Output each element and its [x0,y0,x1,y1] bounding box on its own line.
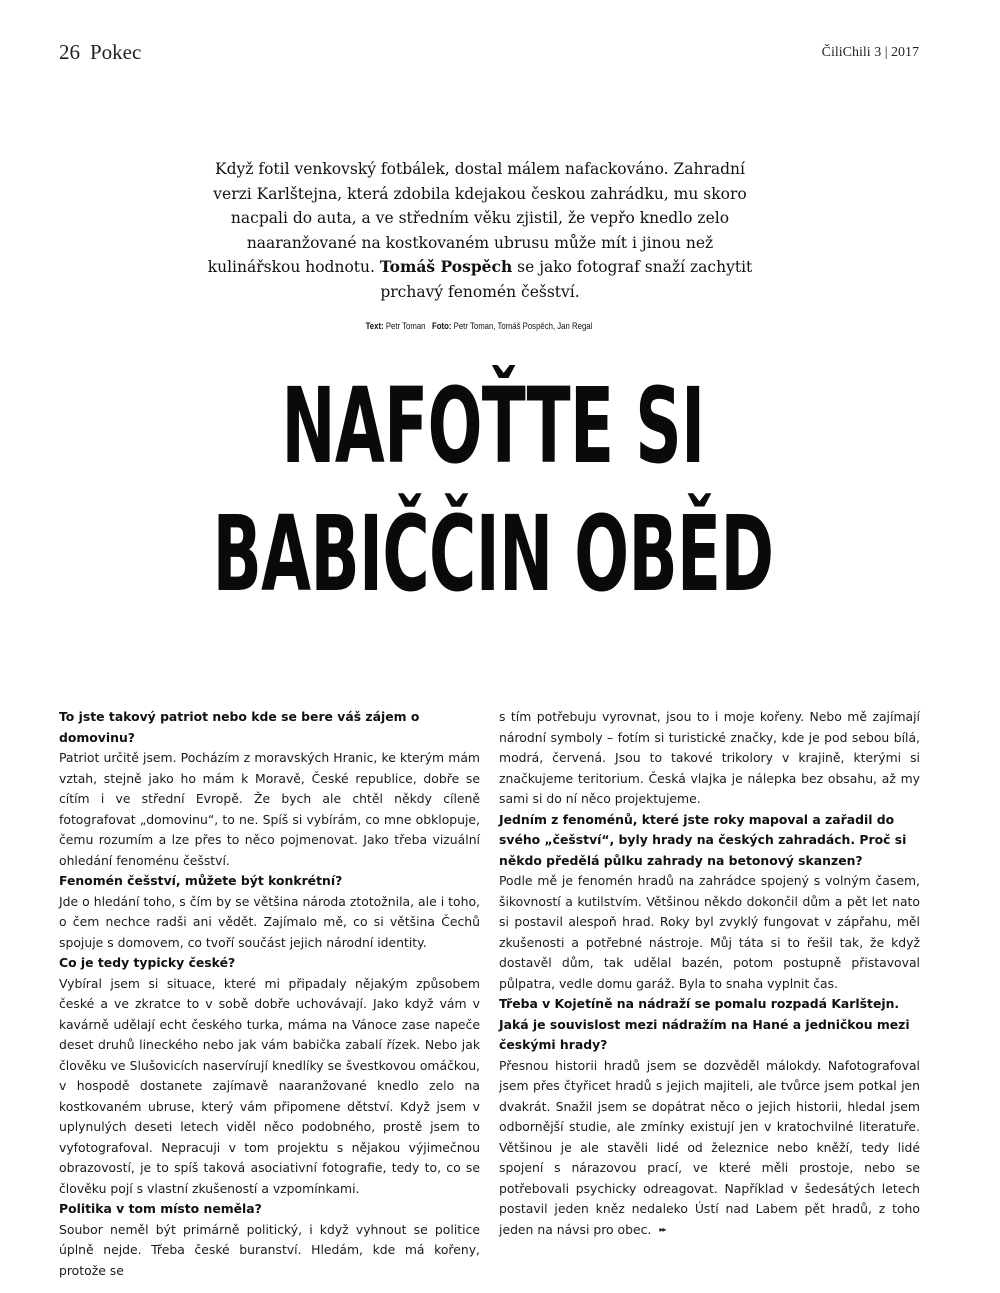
lead-text-before: Když fotil venkovský fotbálek, dostal málem nafackováno. Zahradní verzi Karlštejna, která zdobila kdejakou českou zahrádku, mu skoro nacpali do auta, a ve středním věku zjistil, že vepřo knedlo zelo naaranžované na kostkovaném ubrusu může mít i jinou než kulinářskou hodnotu. [207,160,747,277]
question-4: Politika v tom místo neměla? [59,1201,262,1216]
answer-5: Podle mě je fenomén hradů na zahrádce spojený s volným časem, šikovností a kutilstvím. Většinou někdo dokončil dům a pět let nato si postavil alespoň hrad. Roky byl zvyklý fungovat v zápřahu, měl zkušenosti a potřebné nástroje. Můj táta si to řešil tak, že když dostavěl dům, tak udělal bazén, potom postupně přistavoval půlpatra, vedle domu garáž. Byla to snaha vyplnit čas. [499,873,920,991]
page-header-right [822,45,919,61]
answer-3: Vybíral jsem si situace, které mi připadaly nějakým způsobem české a ve zkratce to v sobě dobře uchovávají. Jako když vám v kavárně udělají echt českého turka, máma na Vánoce zase napeče deset druhů lineckého nebo jak vám babička zabalí řízek. Nebo jak člověku ve Slušovicích naservírují knedlíky se švestkovou omáčkou, v hospodě dostanete zajímavě naaranžované knedlo zelo na kostkovaném ubruse, který vám připomene dětství. Když jsem v uplynulých deseti letech viděl něco podobného, prostě jsem to vyfotografoval. Nepracuji v tom projektu s nějakou výjimečnou obrazovostí, je to spíš taková asociativní fotografie, tedy to, co se člověku pojí s vlastní zkušeností a vzpomínkami. [59,975,480,1196]
answer-1: Patriot určitě jsem. Pocházím z moravských Hranic, ke kterým mám vztah, stejně jako ho mám k Moravě, České republice, dobře se cítím i ve střední Evropě. Že bych ale chtěl někdy cíleně fotografovat „domovinu“, to ne. Spíš si vybírám, co mne obklopuje, čemu rozumím a lze přes to něco pojmenovat. Jako třeba vizuální ohledání fenoménu češství. [59,750,480,868]
question-2: Fenomén češství, můžete být konkrétní? [59,873,343,888]
question-1: To jste takový patriot nebo kde se bere váš zájem o domovinu? [59,709,420,745]
answer-4-continued: s tím potřebuju vyrovnat, jsou to i moje kořeny. Nebo mě zajímají národní symboly – fotím si turistické značky, kde je pod sebou bílá, modrá, červená. Jsou to takové trikolory v krajině, kterými si značkujeme teritorium. Česká vlajka je nálepka bez obsahu, až my sami si do ní něco projektujeme. [499,709,920,806]
answer-2: Jde o hledání toho, s čím by se většina národa ztotožnila, ale i toho, o čem nechce radši ani vědět. Zajímalo mě, co si většina Čechů spojuje s domovem, co tvoří součást jejich národní identity. [59,893,480,950]
article-column-right [499,707,920,1240]
lead-text-after: se jako fotograf snaží zachytit prchavý fenomén češství. [380,258,753,301]
answer-6 [499,1056,920,1241]
credits [86,321,872,332]
continue-arrow-icon: ▸▸ [659,1224,666,1234]
issue-info: 3 | 2017 [874,45,919,60]
question-6: Třeba v Kojetíně na nádraží se pomalu rozpadá Karlštejn. Jaká je souvislost mezi nádražím na Hané a jedničkou mezi českými hrady? [499,996,910,1052]
credits-text-author: Petr Toman [385,321,426,332]
credits-photo-label: Foto: [432,321,452,332]
credits-text-label: Text: [365,321,384,332]
section-name: Pokec [90,40,142,64]
headline-line-2: BABIČČIN OBĚD [212,493,774,615]
credits-photo-authors: Petr Toman, Tomáš Pospěch, Jan Regal [453,321,593,332]
magazine-name: ČiliChili [821,45,871,60]
page-header-left [59,40,141,65]
lead-paragraph [200,157,760,305]
question-5: Jedním z fenoménů, které jste roky mapoval a zařadil do svého „češství“, byly hrady na českých zahradách. Proč si někdo předělá půlku zahrady na betonový skanzen? [499,811,907,868]
answer-6-text: Přesnou historii hradů jsem se dozvěděl málokdy. Nafotografoval jsem přes čtyřicet hradů s jejich majiteli, ale tvůrce jsem potkal jen dvakrát. Snažil jsem se dopátrat něco o jejich historii, hledal jsem odbornější studie, ale zmínky existují jen v kratochvilné literatuře. Většinou je ale stavěli lidé od železnice nebo kněží, tedy lidé spojení s nárazovou prací, ve které měli prostoje, nebo se potřebovali psychicky odreagovat. Například v šedesátých letech postavil jeden kněz nedaleko Ústí nad Labem pět hradů, z toho jeden na návsi pro obec. [499,1057,920,1237]
answer-4: Soubor neměl být primárně politický, i když vyhnout se politice úplně nejde. Třeba české buranství. Hledám, kde má kořeny, protože se [59,1221,480,1278]
lead-name: Tomáš Pospěch [379,257,513,277]
headline-line-1: NAFOŤTE SI [281,365,705,487]
question-3: Co je tedy typicky české? [59,955,236,970]
page-number: 26 [59,40,80,64]
article-column-left [59,707,480,1281]
